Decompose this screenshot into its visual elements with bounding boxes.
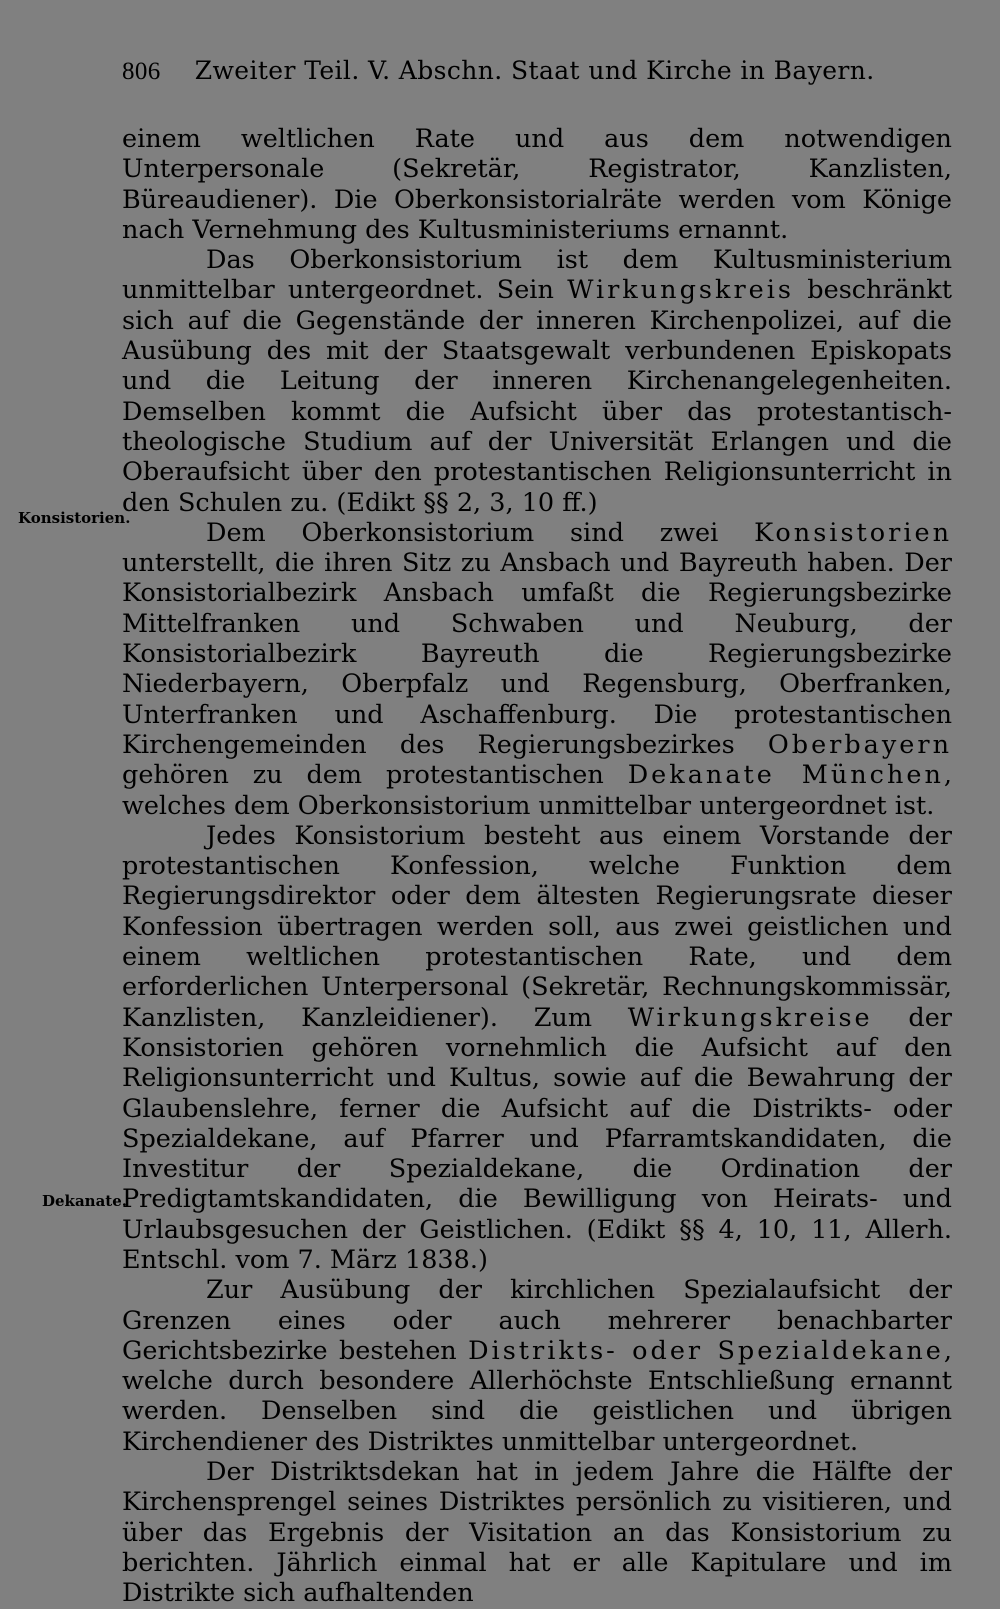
term-wirkungskreis: Wirkungskreis bbox=[567, 275, 794, 306]
paragraph-3-text-b: unterstellt, die ihren Sitz zu Ansbach und Bayreuth haben. Der Konsistorialbezirk Ansbach umfaßt die Regierungsbezirke Mittelfranken und Schwaben und Neuburg, der Konsistorialbezirk Bayreuth die Regierungsbezirke Niederbayern, Oberpfalz und Regensburg, Oberfranken, Unterfranken und Aschaffenburg. Die protestantischen Kirchengemeinden des Regierungsbezirkes bbox=[122, 548, 952, 760]
term-dekanate-muenchen: Dekanate München bbox=[627, 760, 944, 791]
margin-note-konsistorien: Konsistorien. bbox=[18, 509, 131, 527]
paragraph-6: Der Distriktsdekan hat in jedem Jahre die Hälfte der Kirchensprengel seines Distriktes persönlich zu visitieren, und über das Ergebnis der Visitation an das Konsistorium zu berichten. Jährlich einmal hat er alle Kapitulare und im Distrikte sich aufhaltenden bbox=[122, 1457, 952, 1609]
paragraph-3-text-d: , welches dem Oberkonsistorium unmittelbar untergeordnet ist. bbox=[122, 760, 953, 821]
page-number: 806 bbox=[122, 58, 161, 85]
paragraph-2-text-b: beschränkt sich auf die Gegenstände der inneren Kirchenpolizei, auf die Ausübung des mit der Staatsgewalt verbundenen Episkopats und die Leitung der inneren Kirchenangelegenheiten. Demselben kommt die Aufsicht über das protestantisch-theologische Studium auf der Universität Erlangen und die Oberaufsicht über den protestantischen Religionsunterricht in den Schulen zu. (Edikt §§ 2, 3, 10 ff.) bbox=[122, 275, 952, 518]
running-title: Zweiter Teil. V. Abschn. Staat und Kirche in Bayern. bbox=[194, 56, 875, 85]
term-wirkungskreise: Wirkungskreise bbox=[627, 1002, 873, 1033]
paragraph-5-text-a: Zur Ausübung der kirchlichen Spezialaufsicht der Grenzen eines oder auch mehrerer benachbarter Gerichtsbezirke bestehen bbox=[122, 1275, 952, 1366]
paragraph-5 bbox=[122, 1275, 952, 1457]
paragraph-4 bbox=[122, 821, 952, 1275]
term-oberbayern: Oberbayern bbox=[767, 729, 952, 760]
paragraph-3 bbox=[122, 518, 952, 821]
paragraph-2-text-a: Das Oberkonsistorium ist dem Kultusministerium unmittelbar untergeordnet. Sein bbox=[122, 245, 952, 306]
paragraph-3-text-a: Dem Oberkonsistorium sind zwei bbox=[206, 517, 755, 548]
term-spezialdekane: Distrikts- oder Spezialdekane bbox=[468, 1335, 944, 1366]
body-text bbox=[122, 124, 952, 1609]
paragraph-2 bbox=[122, 245, 952, 518]
paragraph-5-text-b: , welche durch besondere Allerhöchste Entschließung ernannt werden. Denselben sind die geistlichen und übrigen Kirchendiener des Distriktes unmittelbar untergeordnet. bbox=[122, 1335, 952, 1457]
paragraph-1: einem weltlichen Rate und aus dem notwendigen Unterpersonale (Sekretär, Registrator, Kanzlisten, Büreaudiener). Die Oberkonsistorialräte werden vom Könige nach Vernehmung des Kultusministeriums ernannt. bbox=[122, 124, 952, 245]
paragraph-4-text-a: Jedes Konsistorium besteht aus einem Vorstande der protestantischen Konfession, welche Funktion dem Regierungsdirektor oder dem ältesten Regierungsrate dieser Konfession übertragen werden soll, aus zwei geistlichen und einem weltlichen protestantischen Rate, und dem erforderlichen Unterpersonal (Sekretär, Rechnungskommissär, Kanzlisten, Kanzleidiener). Zum bbox=[122, 820, 952, 1033]
term-konsistorien: Konsistorien bbox=[754, 517, 952, 548]
margin-note-dekanate: Dekanate. bbox=[42, 1192, 127, 1210]
running-header bbox=[122, 56, 875, 86]
paragraph-4-text-b: der Konsistorien gehören vornehmlich die Aufsicht auf den Religionsunterricht und Kultus, sowie auf die Bewahrung der Glaubenslehre, ferner die Aufsicht auf die Distrikts- oder Spezialdekane, auf Pfarrer und Pfarramtskandidaten, die Investitur der Spezialdekane, die Ordination der Predigtamtskandidaten, die Bewilligung von Heirats- und Urlaubsgesuchen der Geistlichen. (Edikt §§ 4, 10, 11, Allerh. Entschl. vom 7. März 1838.) bbox=[122, 1002, 952, 1275]
paragraph-3-text-c: gehören zu dem protestantischen bbox=[122, 760, 628, 791]
